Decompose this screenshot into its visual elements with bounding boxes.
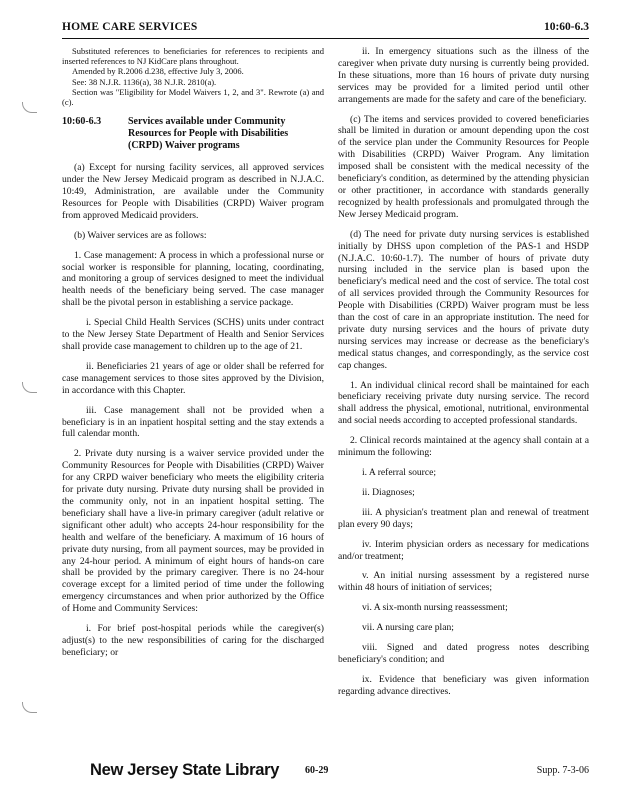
paragraph: (d) The need for private duty nursing services is established initially by DHSS upon completion of the PAS-1 and HSDP (N.J.A.C. 10:60-1.7). The number of hours of private duty nursing included in the service plan is based upon the beneficiary's medical need and the cost of service. The total cost of all services provided through the Community Resources for People with Disabilities (CRPD) Waiver program must be less than the cost of care in an appropriate institution. The need for private duty nursing services and the hours of private duty nursing services may increase or decrease as the beneficiary's medical status changes, and correspondingly, as the service cost cap changes. xyxy=(338,228,589,371)
note-line: Section was "Eligibility for Model Waivers 1, 2, and 3". Rewrote (a) and (c). xyxy=(62,86,324,108)
margin-mark xyxy=(22,102,37,113)
note-line: Amended by R.2006 d.238, effective July 3, 2006. xyxy=(72,66,244,77)
supplement-date: Supp. 7-3-06 xyxy=(536,765,589,776)
paragraph: 2. Private duty nursing is a waiver service provided under the Community Resources for People with Disabilities (CRPD) Waiver for any CRPD waiver beneficiary who meets the eligibility criteria for private duty nursing. Private duty nursing shall be provided in the community only, not in an inpatient hospital setting. The beneficiary shall have a live-in primary caregiver (adult relative or significant other adult) who accepts 24-hour responsibility for the health and welfare of the beneficiary. A maximum of 16 hours of private duty nursing, from all payment sources, may be provided in any 24-hour period. A minimum of eight hours of hands-on care shall be provided by the primary caregiver. There is no 24-hour coverage except for a limited period of time under the following emergency circumstances and when prior authorized by the Office of Home and Community Services: xyxy=(62,448,324,615)
paragraph: vi. A six-month nursing reassessment; xyxy=(362,602,508,614)
paragraph: i. A referral source; xyxy=(362,467,437,478)
note-line: See: 38 N.J.R. 1136(a), 38 N.J.R. 2810(a). xyxy=(72,76,217,87)
amendment-notes xyxy=(62,46,324,107)
page-footer xyxy=(62,759,589,783)
paragraph: (a) Except for nursing facility services, all approved services under the New Jersey Medicaid program as described in N.J.A.C. 10:49, Administration, are available under the Community Resources for People with Disabilities (CRPD) Waiver program from approved Medicaid providers. xyxy=(62,162,324,221)
paragraph: ii. In emergency situations such as the illness of the caregiver when private duty nursing is currently being provided. In these situations, more than 16 hours of private duty nursing services may be provided for a limited period until other arrangements are made for the safety and care of the beneficiary. xyxy=(338,46,589,105)
left-column xyxy=(62,46,324,667)
note-line: Substituted references to beneficiaries for references to recipients and inserted references to NJ KidCare plans throughout. xyxy=(62,46,324,67)
paragraph: ix. Evidence that beneficiary was given information regarding advance directives. xyxy=(338,673,589,697)
paragraph: iv. Interim physician orders as necessary for medications and/or treatment; xyxy=(338,538,589,562)
paragraph: (b) Waiver services are as follows: xyxy=(74,229,207,241)
paragraph: iii. A physician's treatment plan and renewal of treatment plan every 90 days; xyxy=(338,506,589,530)
right-column xyxy=(338,46,589,706)
margin-mark xyxy=(22,702,37,713)
paragraph: ii. Diagnoses; xyxy=(362,486,415,498)
paragraph: 1. An individual clinical record shall be maintained for each beneficiary receiving private duty nursing service. The record shall address the physical, emotional, nutritional, environmental and social needs according to accepted professional standards. xyxy=(338,379,589,427)
paragraph: (c) The items and services provided to covered beneficiaries shall be limited in duration or amount depending upon the cost of the service plan under the Community Resources for People with Disabilities (CRPD) Waiver Program. Any limitation imposed shall be consistent with the medical necessity of the beneficiary's condition, as determined by the attending physician or other practitioner, in accordance with standards generally recognized by health professionals and promulgated through the New Jersey Medicaid program. xyxy=(338,113,589,220)
paragraph: ii. Beneficiaries 21 years of age or older shall be referred for case management services to those sites approved by the Division, in accordance with this Chapter. xyxy=(62,360,324,396)
section-title: Services available under Community Resources for People with Disabilities (CRPD) Waiver programs xyxy=(128,116,289,152)
paragraph: 2. Clinical records maintained at the agency shall contain at a minimum the following: xyxy=(338,435,589,459)
section-reference: 10:60-6.3 xyxy=(543,21,589,33)
paragraph: vii. A nursing care plan; xyxy=(362,622,454,634)
paragraph: i. For brief post-hospital periods while the caregiver(s) adjust(s) to the new responsibilities of caring for the discharged beneficiary; or xyxy=(62,623,324,658)
section-number: 10:60-6.3 xyxy=(62,116,102,128)
paragraph: 1. Case management: A process in which a professional nurse or social worker is responsible for planning, locating, coordinating, and monitoring a group of services designed to meet the individual health needs of the beneficiary being served. The case manager shall be the pivotal person in establishing a service package. xyxy=(62,249,324,309)
page-header xyxy=(62,20,589,39)
page-number: 60-29 xyxy=(305,765,329,776)
paragraph: v. An initial nursing assessment by a registered nurse within 48 hours of initiation of services; xyxy=(338,570,589,594)
paragraph: viii. Signed and dated progress notes describing beneficiary's condition; and xyxy=(338,642,589,665)
paragraph: i. Special Child Health Services (SCHS) units under contract to the New Jersey State Department of Health and Senior Services shall provide case management to children up to the age of 21. xyxy=(62,317,324,352)
running-title: HOME CARE SERVICES xyxy=(62,21,198,33)
paragraph: iii. Case management shall not be provided when a beneficiary is in an inpatient hospital setting and the stay extends a full calendar month. xyxy=(62,404,324,440)
margin-mark xyxy=(22,382,37,393)
section-heading xyxy=(62,116,324,152)
library-watermark: New Jersey State Library xyxy=(90,761,280,779)
